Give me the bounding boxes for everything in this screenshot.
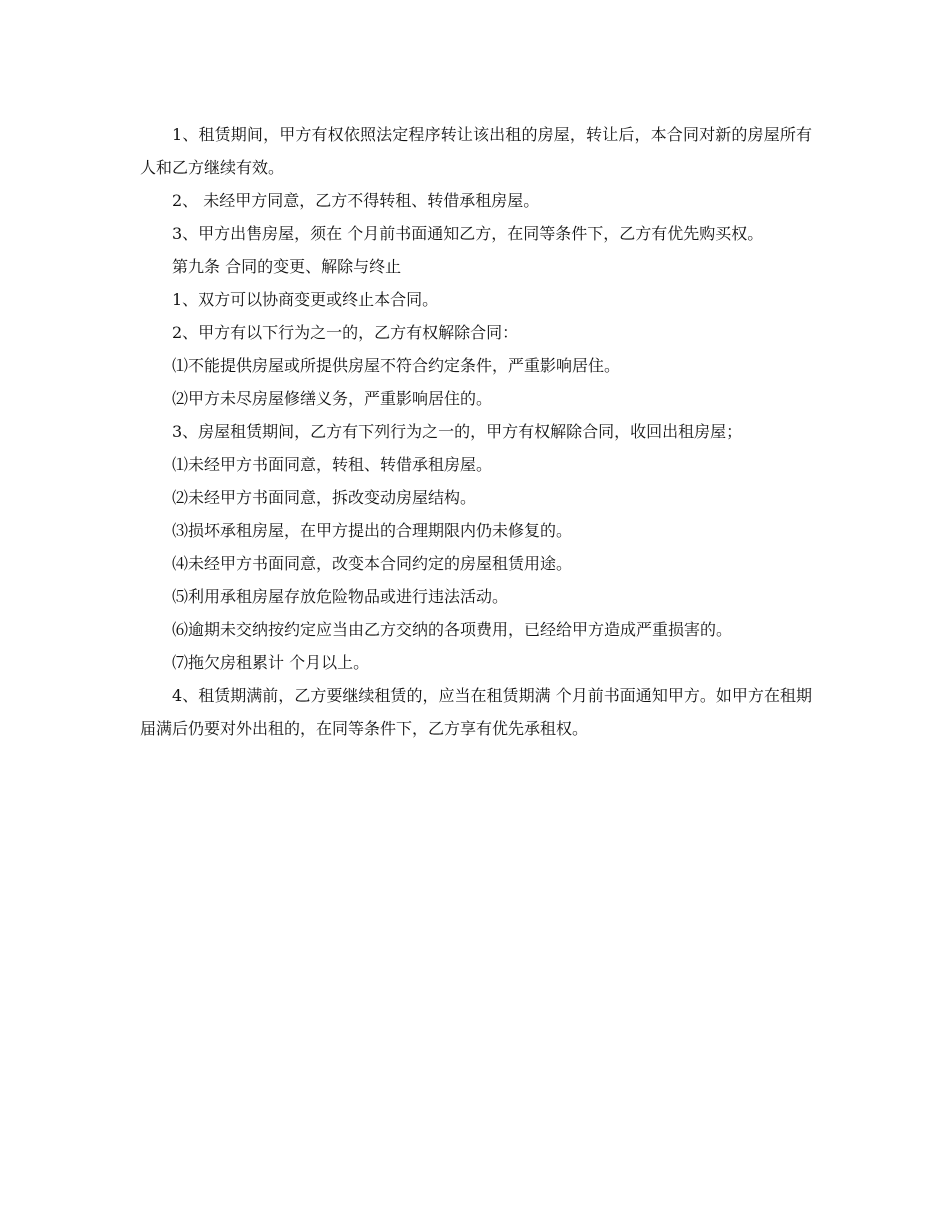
list-item-3: ⑶损坏承租房屋，在甲方提出的合理期限内仍未修复的。 [172, 521, 573, 540]
paragraph-2: 2、 未经甲方同意，乙方不得转租、转借承租房屋。 [172, 191, 540, 210]
section-heading-article-9: 第九条 合同的变更、解除与终止 [172, 257, 402, 276]
paragraph-9: 3、房屋租赁期间，乙方有下列行为之一的，甲方有权解除合同，收回出租房屋； [172, 422, 743, 441]
paragraph-6: 2、甲方有以下行为之一的，乙方有权解除合同： [172, 323, 519, 342]
paragraph-17: 4、租赁期满前，乙方要继续租赁的，应当在租赁期满 个月前书面通知甲方。如甲方在租期届满后仍要对外出租的，在同等条件下，乙方享有优先承租权。 [140, 686, 812, 738]
document-body [140, 118, 812, 745]
paragraph-3: 3、甲方出售房屋，须在 个月前书面通知乙方，在同等条件下，乙方有优先购买权。 [172, 224, 764, 243]
list-item-2: ⑵甲方未尽房屋修缮义务，严重影响居住的。 [172, 389, 493, 408]
paragraph-1: 1、租赁期间，甲方有权依照法定程序转让该出租的房屋，转让后，本合同对新的房屋所有人和乙方继续有效。 [140, 125, 812, 177]
list-item-7: ⑺拖欠房租累计 个月以上。 [172, 653, 370, 672]
list-item-1: ⑴不能提供房屋或所提供房屋不符合约定条件，严重影响居住。 [172, 356, 621, 375]
paragraph-5: 1、双方可以协商变更或终止本合同。 [172, 290, 439, 309]
list-item-1: ⑴未经甲方书面同意，转租、转借承租房屋。 [172, 455, 493, 474]
list-item-6: ⑹逾期未交纳按约定应当由乙方交纳的各项费用，已经给甲方造成严重损害的。 [172, 620, 733, 639]
list-item-2: ⑵未经甲方书面同意，拆改变动房屋结构。 [172, 488, 477, 507]
list-item-4: ⑷未经甲方书面同意，改变本合同约定的房屋租赁用途。 [172, 554, 573, 573]
list-item-5: ⑸利用承租房屋存放危险物品或进行违法活动。 [172, 587, 509, 606]
